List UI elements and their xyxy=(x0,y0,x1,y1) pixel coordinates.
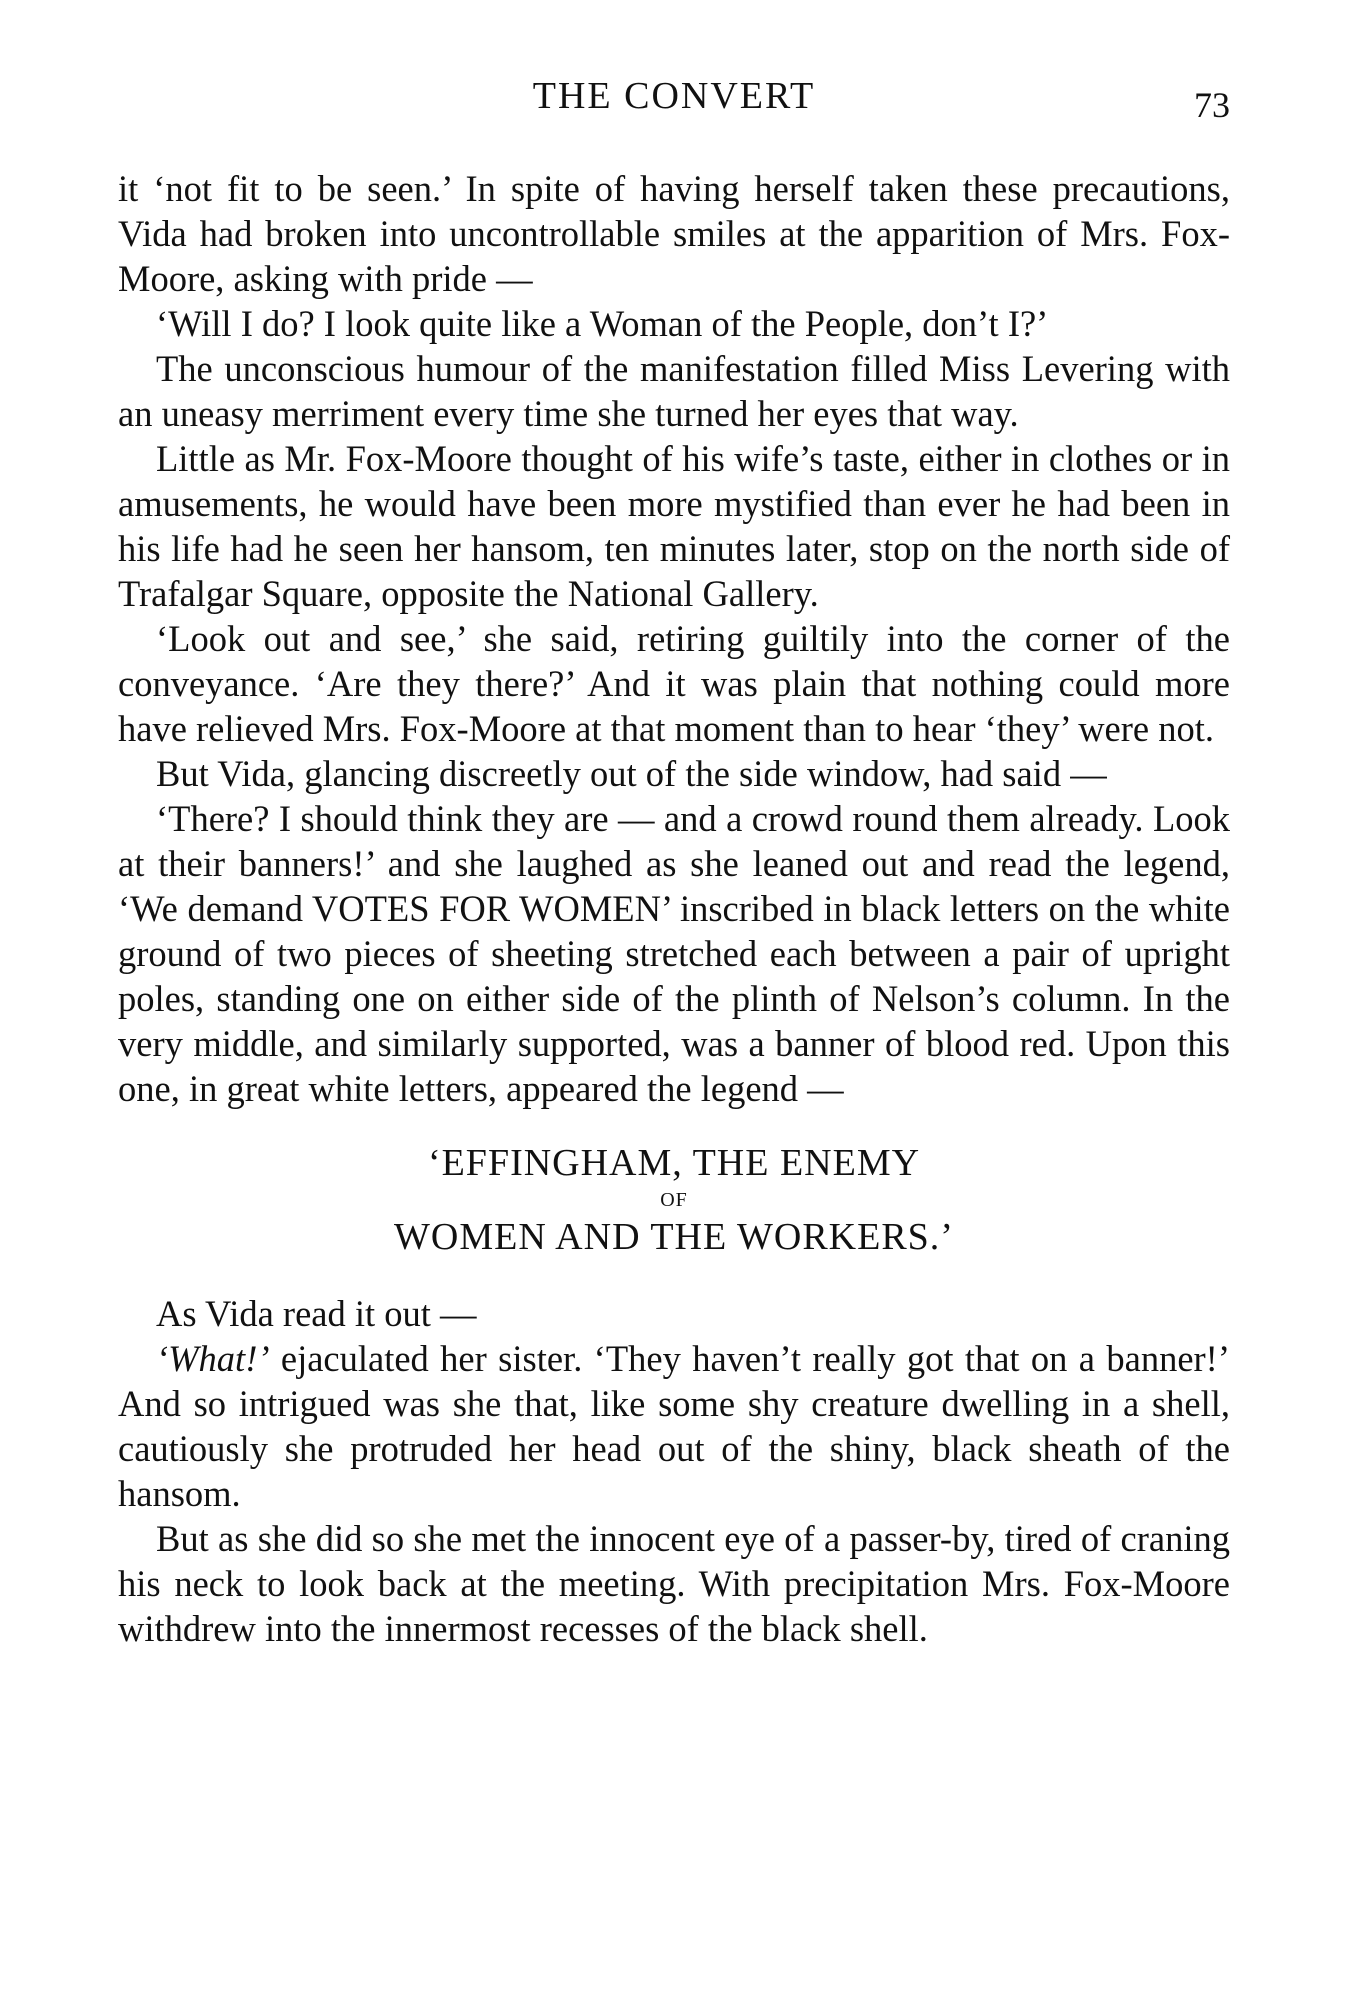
paragraph: ‘There? I should think they are — and a crowd round them already. Look at their banners!’ and she laughed as she leaned out and read the legend, ‘We demand VOTES FOR WOMEN’ inscribed in black letters on the white ground of two pieces of sheeting stretched each between a pair of upright poles, standing one on either side of the plinth of Nelson’s column. In the very middle, and similarly supported, was a banner of blood red. Upon this one, in great white letters, appeared the legend — xyxy=(118,798,1230,1109)
italic-exclamation: ‘What!’ xyxy=(156,1338,270,1379)
running-title: THE CONVERT xyxy=(532,75,816,117)
paragraph: But Vida, glancing discreetly out of the side window, had said — xyxy=(156,753,1107,794)
page-number: 73 xyxy=(1194,85,1230,125)
paragraph: it ‘not fit to be seen.’ In spite of having herself taken these precautions, Vida had broken into uncontrollable smiles at the apparition of Mrs. Fox-Moore, asking with pride — xyxy=(118,168,1230,299)
banner-line-2: WOMEN AND THE WORKERS.’ xyxy=(394,1216,954,1258)
paragraph-continuation: ejaculated her sister. ‘They haven’t really got that on a banner!’ And so intrigued was she that, like some shy creature dwelling in a shell, cautiously she protruded her head out of the shiny, black sheath of the hansom. xyxy=(118,1338,1230,1514)
body-text xyxy=(118,166,1230,1651)
banner-of: OF xyxy=(660,1189,688,1211)
paragraph: ‘Will I do? I look quite like a Woman of the People, don’t I?’ xyxy=(156,303,1049,344)
banner-line-1: ‘EFFINGHAM, THE ENEMY xyxy=(427,1142,921,1184)
running-head xyxy=(118,74,1230,124)
banner-legend xyxy=(118,1139,1230,1261)
paragraph: Little as Mr. Fox-Moore thought of his wife’s taste, either in clothes or in amusements, he would have been more mystified than ever he had been in his life had he seen her hansom, ten minutes later, stop on the north side of Trafalgar Square, opposite the National Gallery. xyxy=(118,438,1230,614)
paragraph xyxy=(118,1336,1230,1516)
paragraph: ‘Look out and see,’ she said, retiring guiltily into the corner of the conveyance. ‘Are they there?’ And it was plain that nothing could more have relieved Mrs. Fox-Moore at that moment than to hear ‘they’ were not. xyxy=(118,618,1230,749)
paragraph: As Vida read it out — xyxy=(156,1293,477,1334)
paragraph: But as she did so she met the innocent eye of a passer-by, tired of craning his neck to look back at the meeting. With precipitation Mrs. Fox-Moore withdrew into the innermost recesses of the black shell. xyxy=(118,1518,1230,1649)
paragraph: The unconscious humour of the manifestation filled Miss Levering with an uneasy merriment every time she turned her eyes that way. xyxy=(118,348,1230,434)
